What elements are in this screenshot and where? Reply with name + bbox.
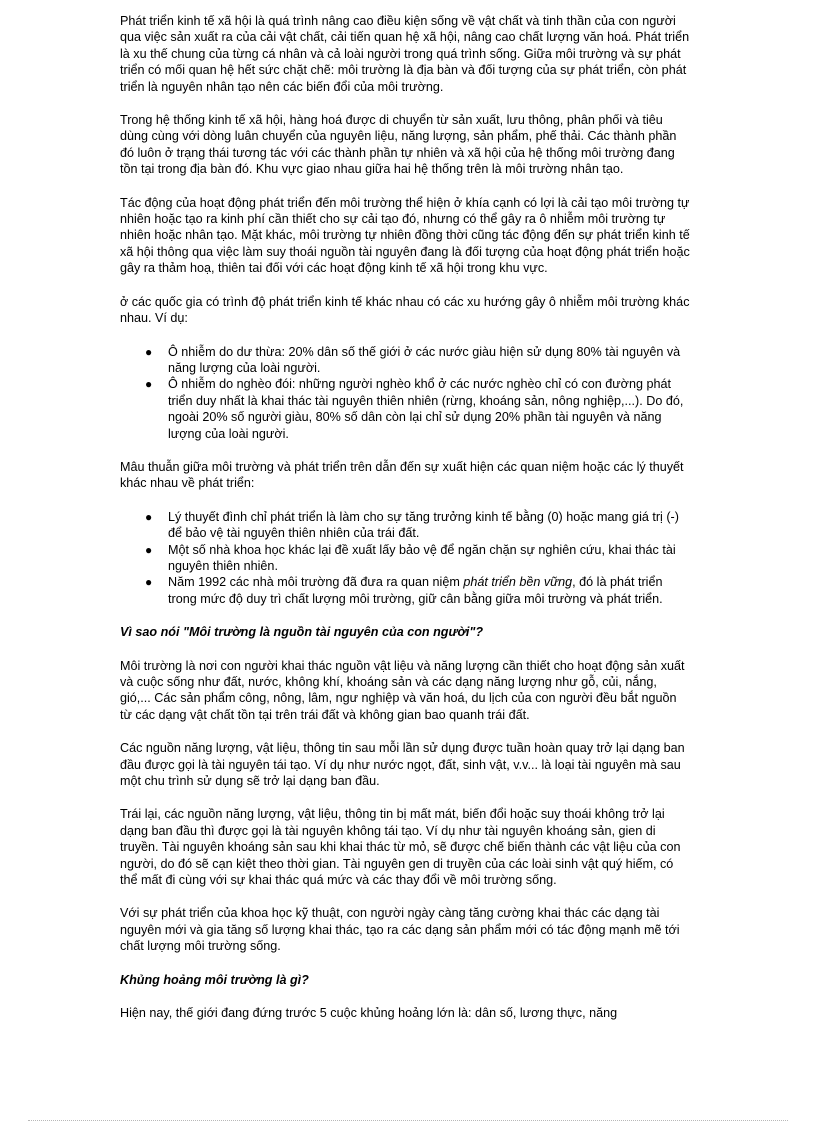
paragraph-non-renewable: Trái lại, các nguồn năng lượng, vật liệu, thông tin bị mất mát, biến đổi hoặc suy thoái không trở lại dạng ban đầu thì được gọi là tài nguyên không tái tạo. Ví dụ như tài nguyên khoáng sản, gien di truyền. Tài nguyên khoáng sản sau khi khai thác từ mỏ, sẽ được chế biến thành các vật liệu của con người, do đó sẽ cạn kiệt theo thời gian. Tài nguyên gen di truyền của các loài sinh vật quý hiếm, có thể mất đi cùng với sự khai thác quá mức và các thay đổi về môi trường sống. bbox=[120, 807, 681, 888]
paragraph-development-impact: Tác động của hoạt động phát triển đến môi trường thể hiện ở khía cạnh có lợi là cải tạo môi trường tự nhiên hoặc tạo ra kinh phí cần thiết cho sự cải tạo đó, nhưng có thể gây ra ô nhiễm môi trường tự nhiên hoặc nhân tạo. Mặt khác, môi trường tự nhiên đồng thời cũng tác động đến sự phát triển kinh tế xã hội thông qua việc làm suy thoái nguồn tài nguyên đang là đối tượng của hoạt động phát triển hoặc gây ra thảm hoạ, thiên tai đối với các hoạt động kinh tế xã hội trong khu vực. bbox=[120, 195, 690, 276]
bullet-icon: ● bbox=[145, 344, 153, 359]
list-item bbox=[145, 574, 690, 607]
list-item-text: Ô nhiễm do dư thừa: 20% dân số thế giới ở các nước giàu hiện sử dụng 80% tài nguyên và năng lượng của loài người. bbox=[168, 344, 681, 375]
paragraph-development: Phát triển kinh tế xã hội là quá trình nâng cao điều kiện sống về vật chất và tinh thần của con người qua việc sản xuất ra của cải vật chất, cải tiến quan hệ xã hội, nâng cao chất lượng văn hoá. Phát triển là xu thế chung của từng cá nhân và cả loài người trong quá trình sống. Giữa môi trường và sự phát triển có mối quan hệ hết sức chặt chẽ: môi trường là địa bàn và đối tượng của sự phát triển, còn phát triển là nguyên nhân tạo nên các biến đổi của môi trường. bbox=[120, 14, 690, 94]
list-item-text: Lý thuyết đình chỉ phát triển là làm cho sự tăng trưởng kinh tế bằng (0) hoặc mang giá trị (-) để bảo vệ tài nguyên thiên nhiên của trái đất. bbox=[168, 509, 679, 541]
list-item bbox=[145, 344, 690, 377]
paragraph-crisis: Hiện nay, thế giới đang đứng trước 5 cuộc khủng hoảng lớn là: dân số, lương thực, năng bbox=[120, 1006, 618, 1021]
bullet-icon: ● bbox=[145, 575, 153, 590]
list-item bbox=[145, 542, 690, 575]
bullet-icon: ● bbox=[145, 542, 153, 557]
document-page bbox=[120, 13, 690, 1039]
list-item-text-end: , đó là phát triển trong mức độ duy trì chất lượng môi trường, giữ cân bằng giữa môi trường và phát triển. bbox=[168, 575, 663, 606]
paragraph-technology: Với sự phát triển của khoa học kỹ thuật, con người ngày càng tăng cường khai thác các dạng tài nguyên mới và gia tăng số lượng khai thác, tạo ra các dạng sản phẩm mới có tác động mạnh mẽ tới chất lượng môi trường sống. bbox=[120, 906, 680, 954]
list-item bbox=[145, 376, 690, 442]
list-item-text: Một số nhà khoa học khác lại đề xuất lấy bảo vệ để ngăn chặn sự nghiên cứu, khai thác tài nguyên thiên nhiên. bbox=[168, 542, 676, 573]
heading-environment-resources: Vì sao nói "Môi trường là nguồn tài nguyên của con người"? bbox=[120, 625, 484, 640]
paragraph-resources: Môi trường là nơi con người khai thác nguồn vật liệu và năng lượng cần thiết cho hoạt động sản xuất và cuộc sống như đất, nước, không khí, khoáng sản và các dạng năng lượng như gỗ, củi, nắng, gió,... Các sản phẩm công, nông, lâm, ngư nghiệp và văn hoá, du lịch của con người đều bắt nguồn từ các dạng vật chất tồn tại trên trái đất và không gian bao quanh trái đất. bbox=[120, 658, 685, 722]
list-item-text: Ô nhiễm do nghèo đói: những người nghèo khổ ở các nước nghèo chỉ có con đường phát triển duy nhất là khai thác tài nguyên thiên nhiên (rừng, khoáng sản, nông nghiệp,...). Do đó, ngoài 20% số người giàu, 80% số dân còn lại chỉ sử dụng 20% phần tài nguyên và năng lượng của loài người. bbox=[168, 377, 684, 441]
theories-bullet-list bbox=[120, 509, 690, 607]
list-item-text-start: Năm 1992 các nhà môi trường đã đưa ra quan niệm bbox=[168, 575, 464, 590]
list-item-text bbox=[168, 575, 663, 605]
heading-environmental-crisis: Khủng hoảng môi trường là gì? bbox=[120, 972, 309, 987]
sustainable-development-term: phát triển bền vững bbox=[463, 575, 573, 590]
paragraph-renewable: Các nguồn năng lượng, vật liệu, thông tin sau mỗi lần sử dụng được tuần hoàn quay trở lại dạng ban đầu được gọi là tài nguyên tái tạo. Ví dụ như nước ngọt, đất, sinh vật, v.v... là loại tài nguyên mà sau một chu trình sử dụng sẽ trở lại dạng ban đầu. bbox=[120, 741, 685, 789]
paragraph-economic-system: Trong hệ thống kinh tế xã hội, hàng hoá được di chuyển từ sản xuất, lưu thông, phân phối và tiêu dùng cùng với dòng luân chuyển của nguyên liệu, năng lượng, sản phẩm, phế thải. Các thành phần đó luôn ở trạng thái tương tác với các thành phần tự nhiên và xã hội của hệ thống môi trường đang tồn tại trong địa bàn đó. Khu vực giao nhau giữa hai hệ thống trên là môi trường nhân tạo. bbox=[120, 113, 677, 177]
bullet-icon: ● bbox=[145, 377, 153, 392]
bullet-icon: ● bbox=[145, 509, 153, 524]
page-bottom-divider bbox=[28, 1120, 788, 1121]
list-item bbox=[145, 509, 690, 542]
pollution-bullet-list bbox=[120, 344, 690, 442]
paragraph-conflict: Mâu thuẫn giữa môi trường và phát triển trên dẫn đến sự xuất hiện các quan niệm hoặc các lý thuyết khác nhau về phát triển: bbox=[120, 459, 684, 491]
paragraph-pollution-trends: ở các quốc gia có trình độ phát triển kinh tế khác nhau có các xu hướng gây ô nhiễm môi trường khác nhau. Ví dụ: bbox=[120, 294, 690, 326]
